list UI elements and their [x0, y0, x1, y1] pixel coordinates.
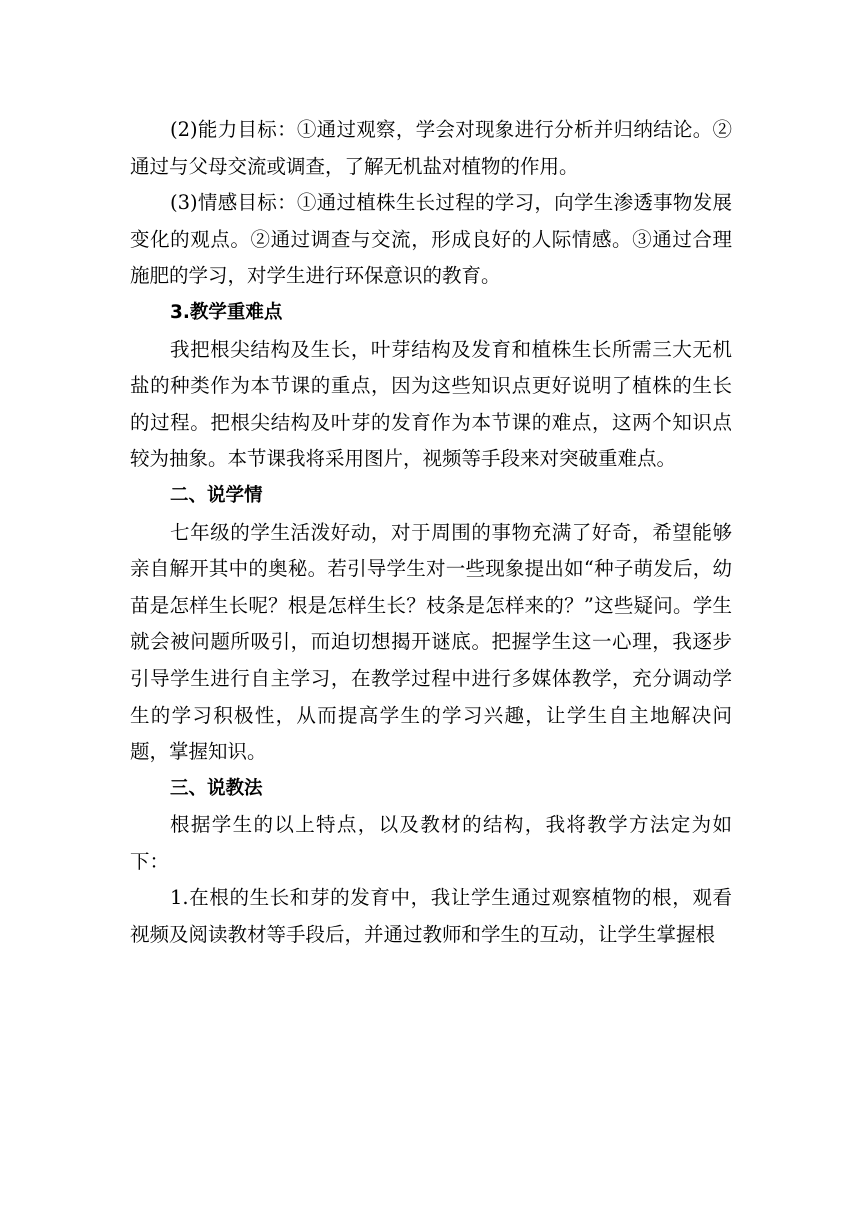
paragraph-emotion-goal: (3)情感目标：①通过植株生长过程的学习，向学生渗透事物发展变化的观点。②通过调查与交流，形成良好的人际情感。③通过合理施肥的学习，对学生进行环保意识的教育。 — [130, 191, 732, 288]
paragraph-ability-goal: (2)能力目标：①通过观察，学会对现象进行分析并归纳结论。②通过与父母交流或调查，了解无机盐对植物的作用。 — [130, 118, 732, 178]
heading-teaching-key-points: 3.教学重难点 — [170, 301, 283, 323]
paragraph-method-1: 1.在根的生长和芽的发育中，我让学生通过观察植物的根，观看视频及阅读教材等手段后，并通过教师和学生的互动，让学生掌握根 — [130, 886, 732, 947]
heading-teaching-method: 三、说教法 — [170, 777, 263, 799]
paragraph-method-intro: 根据学生的以上特点，以及教材的结构，我将教学方法定为如下： — [130, 813, 732, 873]
paragraph-key-points: 我把根尖结构及生长，叶芽结构及发育和植株生长所需三大无机盐的种类作为本节课的重点，因为这些知识点更好说明了植株的生长的过程。把根尖结构及叶芽的发育作为本节课的难点，这两个知识点较为抽象。本节课我将采用图片，视频等手段来对突破重难点。 — [130, 337, 732, 471]
paragraph-student-analysis: 七年级的学生活泼好动，对于周围的事物充满了好奇，希望能够亲自解开其中的奥秘。若引导学生对一些现象提出如“种子萌发后，幼苗是怎样生长呢？根是怎样生长？枝条是怎样来的？”这些疑问。学生就会被问题所吸引，而迫切想揭开谜底。把握学生这一心理，我逐步引导学生进行自主学习，在教学过程中进行多媒体教学，充分调动学生的学习积极性，从而提高学生的学习兴趣，让学生自主地解决问题，掌握知识。 — [130, 520, 732, 764]
heading-student-analysis: 二、说学情 — [170, 484, 263, 506]
document-page — [130, 112, 732, 954]
